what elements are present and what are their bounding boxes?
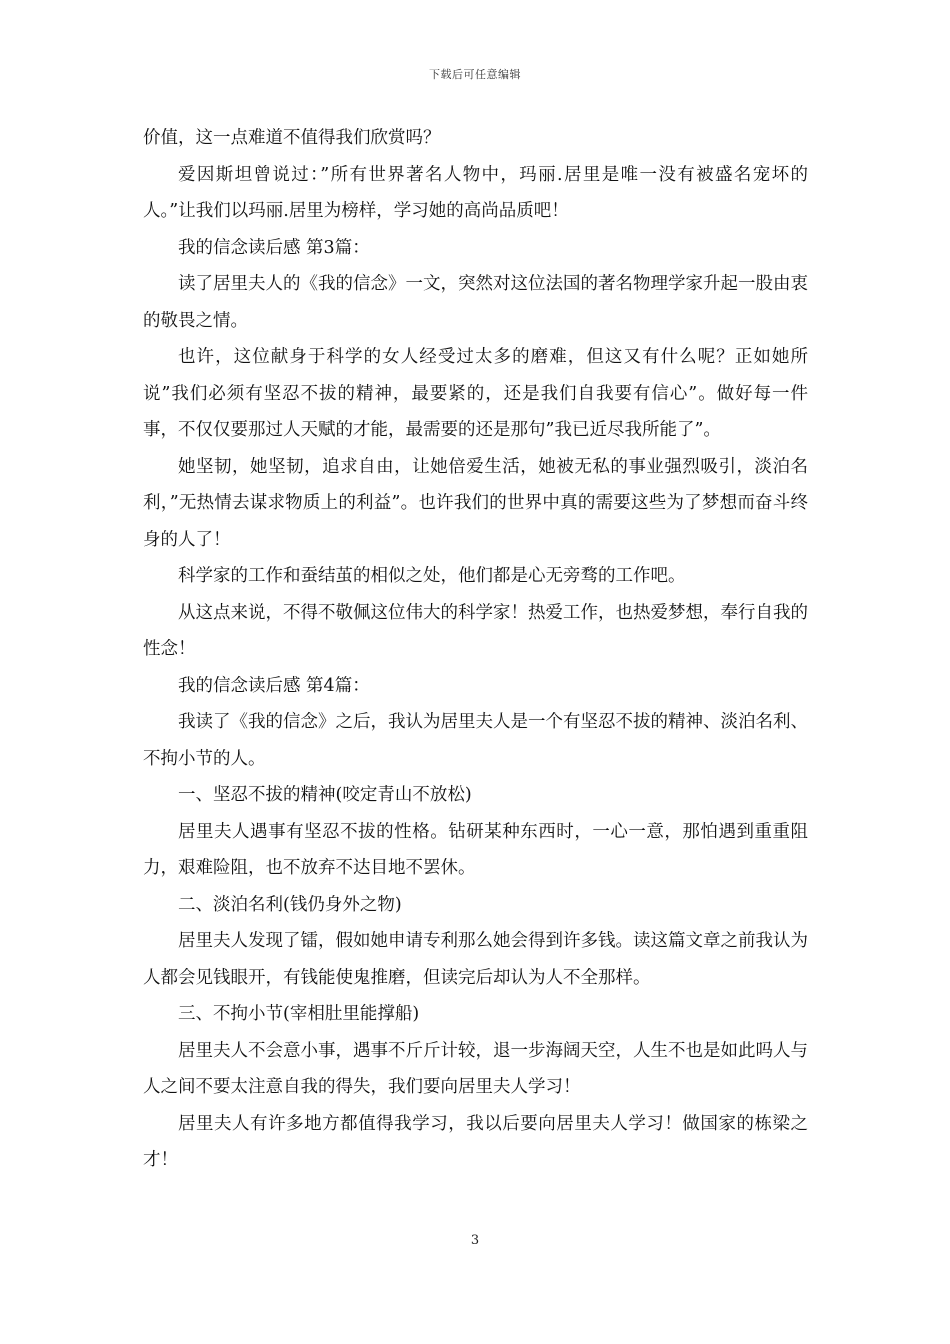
paragraph-einstein-quote: 爱因斯坦曾说过：”所有世界著名人物中，玛丽.居里是唯一没有被盛名宠坏的人。”让我们以玛丽.居里为榜样，学习她的高尚品质吧！ [143,164,808,221]
subheading-perseverance: 一、坚忍不拔的精神(咬定青山不放松) [178,785,472,805]
subheading-indifference-to-fame: 二、淡泊名利(钱仍身外之物) [178,894,402,915]
paragraph: 从这点来说，不得不敬佩这位伟大的科学家！热爱工作，也热爱梦想，奉行自我的性念！ [143,602,808,659]
paragraph: 科学家的工作和蚕结茧的相似之处，他们都是心无旁骛的工作吧。 [178,566,686,586]
paragraph: 她坚韧，她坚韧，追求自由，让她倍爱生活，她被无私的事业强烈吸引，淡泊名利，”无热情去谋求物质上的利益”。也许我们的世界中真的需要这些为了梦想而奋斗终身的人了！ [143,456,808,550]
subheading-magnanimity: 三、不拘小节(宰相肚里能撑船) [178,1004,420,1024]
paragraph-continuation: 价值，这一点难道不值得我们欣赏吗？ [143,128,441,148]
document-body [143,120,808,1179]
paragraph: 也许，这位献身于科学的女人经受过太多的磨难，但这又有什么呢？正如她所说”我们必须有坚忍不拔的精神，最要紧的，还是我们自我要有信心”。做好每一件事，不仅仅要那过人天赋的才能，最需要的还是那句”我已近尽我所能了”。 [143,347,808,440]
section-heading-part-4: 我的信念读后感 第4篇： [178,675,370,696]
paragraph: 居里夫人不会意小事，遇事不斤斤计较，退一步海阔天空，人生不也是如此吗人与人之间不要太注意自我的得失，我们要向居里夫人学习！ [143,1040,808,1097]
paragraph: 居里夫人发现了镭，假如她申请专利那么她会得到许多钱。读这篇文章之前我认为人都会见钱眼开，有钱能使鬼推磨，但读完后却认为人不全那样。 [143,931,808,988]
paragraph: 我读了《我的信念》之后，我认为居里夫人是一个有坚忍不拔的精神、淡泊名利、不拘小节的人。 [143,712,808,769]
paragraph: 读了居里夫人的《我的信念》一文，突然对这位法国的著名物理学家升起一股由衷的敬畏之情。 [143,274,808,331]
paragraph: 居里夫人遇事有坚忍不拔的性格。钻研某种东西时，一心一意，那怕遇到重重阻力，艰难险阻，也不放弃不达目地不罢休。 [143,821,808,878]
page-number: 3 [470,1233,480,1248]
paragraph-conclusion: 居里夫人有许多地方都值得我学习，我以后要向居里夫人学习！做国家的栋梁之才！ [143,1113,808,1170]
section-heading-part-3: 我的信念读后感 第3篇： [178,237,370,258]
page-header: 下载后可任意编辑 [429,68,521,81]
